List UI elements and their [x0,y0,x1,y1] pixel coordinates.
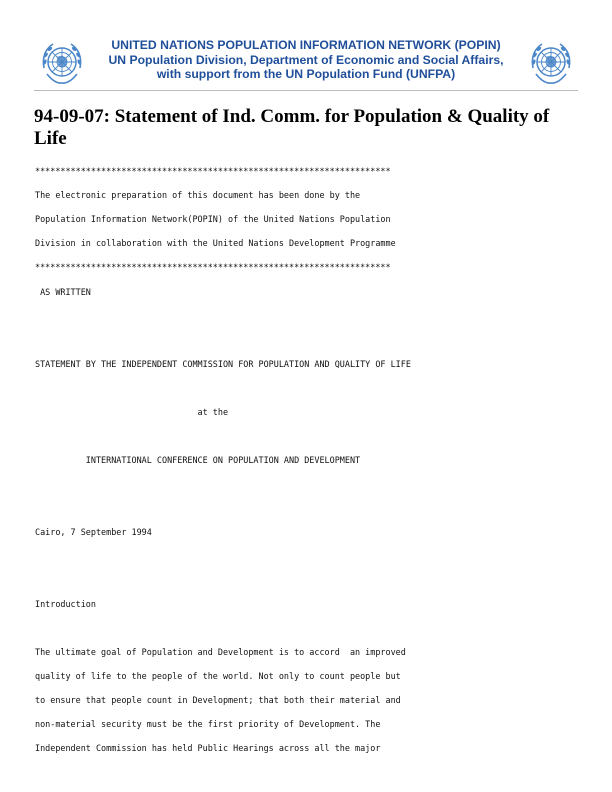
page-title: 94-09-07: Statement of Ind. Comm. for Population & Quality of Life [34,106,550,149]
header-line-2: UN Population Division, Department of Economic and Social Affairs, [108,52,504,67]
place-date: Cairo, 7 September 1994 [35,527,152,537]
un-emblem-icon [37,38,87,88]
body-line: The ultimate goal of Population and Development is to accord an improved [35,647,406,657]
popin-header [90,38,522,82]
body-line: non-material security must be the first priority of Development. The [35,719,381,729]
prep-note-line: Division in collaboration with the United Nations Development Programme [35,238,396,248]
un-emblem-icon [526,38,576,88]
as-written-note: AS WRITTEN [35,287,91,297]
at-the-line: at the [35,407,229,417]
statement-heading: STATEMENT BY THE INDEPENDENT COMMISSION FOR POPULATION AND QUALITY OF LIFE [35,359,411,369]
header-divider [34,90,578,91]
separator-stars: ********************************************************************** [35,262,391,272]
conference-name: INTERNATIONAL CONFERENCE ON POPULATION AND DEVELOPMENT [35,455,361,465]
header-line-1: UNITED NATIONS POPULATION INFORMATION NETWORK (POPIN) [111,38,501,52]
body-line: to ensure that people count in Development; that both their material and [35,695,401,705]
body-line: quality of life to the people of the world. Not only to count people but [35,671,401,681]
prep-note-line: The electronic preparation of this document has been done by the [35,190,361,200]
separator-stars: ********************************************************************** [35,166,391,176]
header-line-3: with support from the UN Population Fund (UNFPA) [156,67,456,82]
prep-note-line: Population Information Network(POPIN) of the United Nations Population [35,214,391,224]
body-line: Independent Commission has held Public Hearings across all the major [35,743,381,753]
section-heading: Introduction [35,599,96,609]
